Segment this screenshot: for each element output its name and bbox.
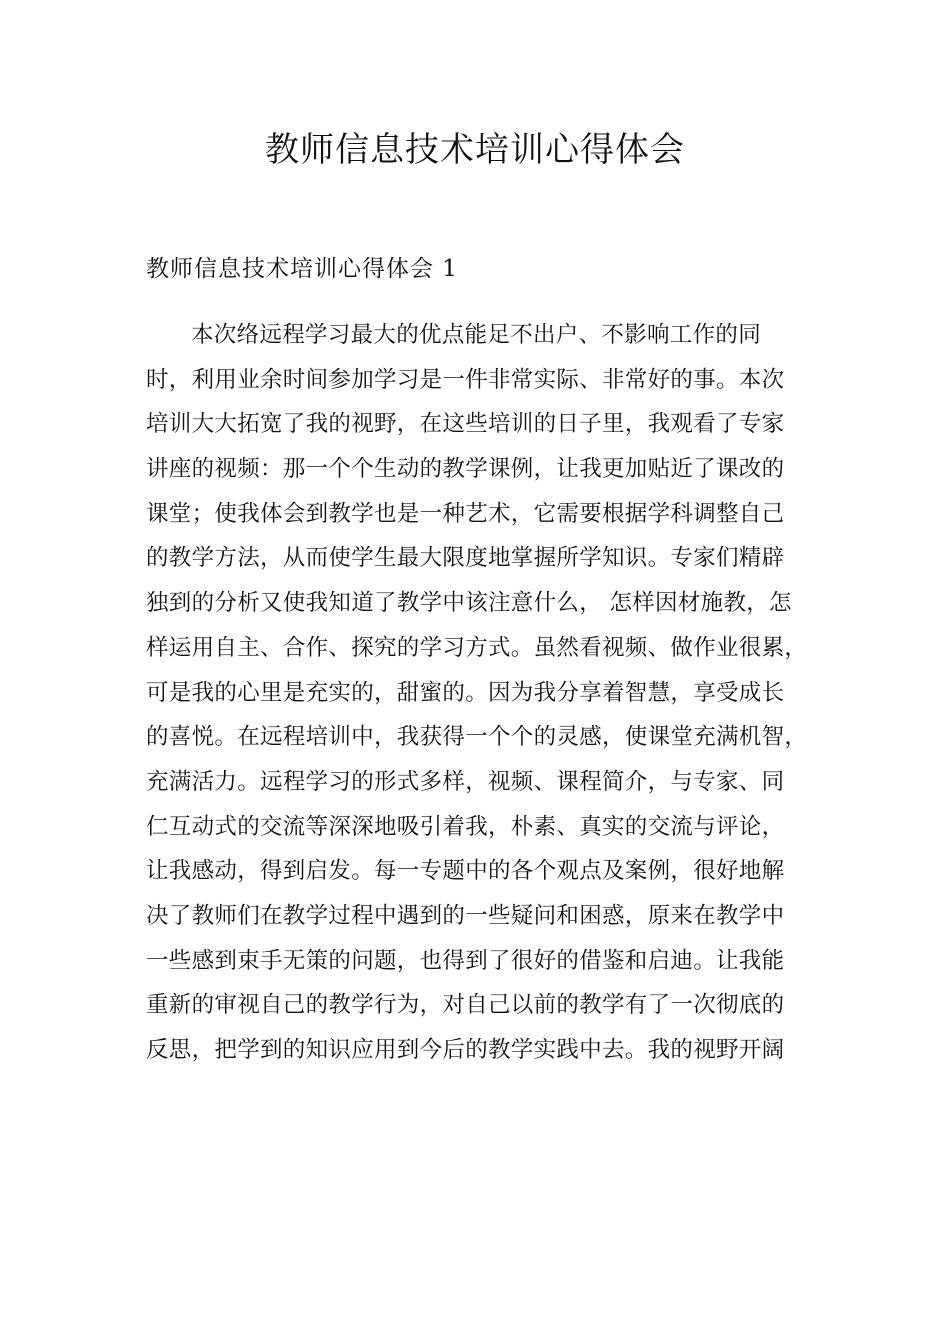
body-line: 独到的分析又使我知道了教学中该注意什么， 怎样因材施教，怎 (146, 590, 792, 617)
body-line: 充满活力。远程学习的形式多样，视频、课程简介，与专家、同 (146, 768, 785, 795)
body-line: 仁互动式的交流等深深地吸引着我，朴素、真实的交流与评论， (146, 813, 785, 840)
body-line: 一些感到束手无策的问题，也得到了很好的借鉴和启迪。让我能 (146, 947, 785, 974)
body-line: 课堂；使我体会到教学也是一种艺术，它需要根据学科调整自己 (146, 500, 785, 527)
body-line: 样运用自主、合作、探究的学习方式。虽然看视频、做作业很累， (146, 634, 808, 661)
body-line: 讲座的视频：那一个个生动的教学课例，让我更加贴近了课改的 (146, 456, 785, 483)
body-line: 培训大大拓宽了我的视野，在这些培训的日子里，我观看了专家 (146, 411, 785, 438)
body-line: 的教学方法，从而使学生最大限度地掌握所学知识。专家们精辟 (146, 545, 785, 572)
body-paragraph (146, 313, 806, 1073)
body-line: 时，利用业余时间参加学习是一件非常实际、非常好的事。本次 (146, 366, 785, 393)
body-line: 反思，把学到的知识应用到今后的教学实践中去。我的视野开阔 (146, 1037, 785, 1063)
body-line: 决了教师们在教学过程中遇到的一些疑问和困惑，原来在教学中 (146, 902, 785, 929)
body-line: 本次络远程学习最大的优点能足不出户、不影响工作的同 (191, 322, 762, 348)
body-line: 的喜悦。在远程培训中，我获得一个个的灵感，使课堂充满机智， (146, 724, 808, 751)
body-line: 重新的审视自己的教学行为，对自己以前的教学有了一次彻底的 (146, 992, 785, 1019)
document-title: 教师信息技术培训心得体会 (265, 130, 685, 170)
body-line: 可是我的心里是充实的，甜蜜的。因为我分享着智慧，享受成长 (146, 679, 785, 706)
section-heading: 教师信息技术培训心得体会 1 (146, 256, 458, 282)
body-line: 让我感动，得到启发。每一专题中的各个观点及案例，很好地解 (146, 858, 785, 885)
